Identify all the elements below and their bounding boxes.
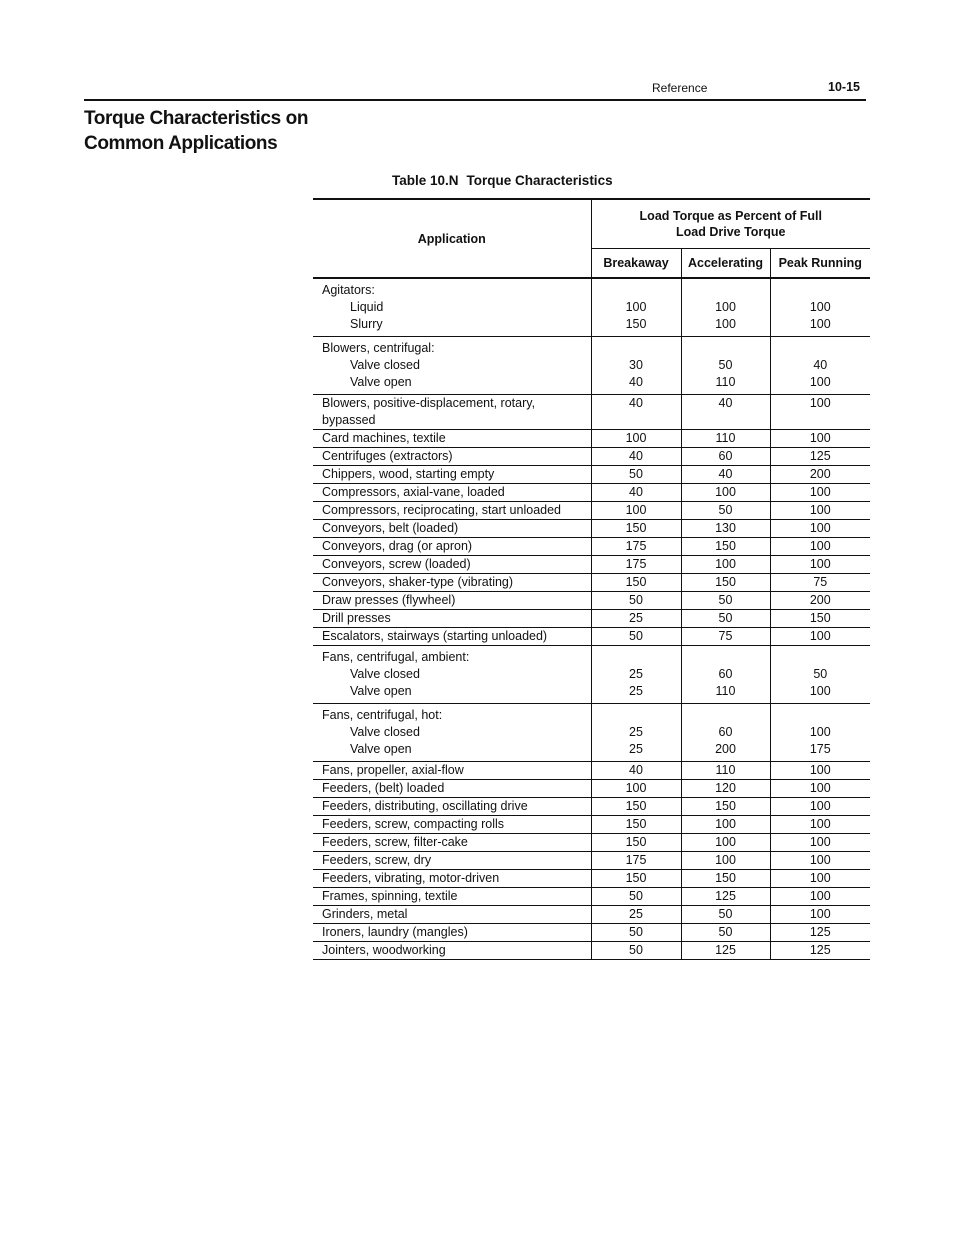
breakaway-value: 50	[591, 924, 681, 942]
application-sub-item: Valve closed	[350, 725, 420, 739]
peak-running-value: 100	[770, 870, 870, 888]
application-group-name: Agitators:	[322, 283, 375, 297]
table-row	[313, 798, 870, 816]
table-row-group	[313, 278, 870, 337]
breakaway-value: 40	[591, 484, 681, 502]
spacer	[682, 340, 770, 357]
peak-running-value: 40	[813, 358, 828, 372]
table-caption-number: Table 10.N	[392, 173, 459, 188]
peak-running-value: 100	[770, 556, 870, 574]
accelerating-value: 40	[681, 466, 770, 484]
accelerating-value: 110	[681, 430, 770, 448]
peak-running-value: 100	[809, 725, 831, 739]
table-row-group	[313, 337, 870, 395]
breakaway-value: 50	[591, 466, 681, 484]
peak-running-value: 200	[770, 592, 870, 610]
table-row	[313, 574, 870, 592]
group-header-line2: Load Drive Torque	[676, 225, 786, 239]
application-name: Blowers, positive-displacement, rotary, bypassed	[313, 395, 591, 430]
accelerating-value: 110	[715, 684, 736, 698]
application-sub-item: Slurry	[350, 317, 383, 331]
spacer	[771, 649, 871, 666]
table-row	[313, 870, 870, 888]
peak-running-value: 100	[770, 888, 870, 906]
spacer	[592, 707, 681, 724]
group-header-line1: Load Torque as Percent of Full	[639, 209, 822, 223]
application-cell	[313, 704, 591, 762]
application-name: Grinders, metal	[313, 906, 591, 924]
table-header	[313, 199, 870, 278]
breakaway-value: 150	[591, 834, 681, 852]
breakaway-value: 150	[591, 870, 681, 888]
column-header-peak-running: Peak Running	[770, 249, 870, 279]
peak-running-cell	[770, 337, 870, 395]
application-name: Conveyors, drag (or apron)	[313, 538, 591, 556]
peak-running-value: 100	[809, 375, 831, 389]
application-name: Frames, spinning, textile	[313, 888, 591, 906]
peak-running-cell	[770, 278, 870, 337]
application-name: Jointers, woodworking	[313, 942, 591, 960]
breakaway-value: 100	[591, 780, 681, 798]
table-row	[313, 816, 870, 834]
spacer	[682, 707, 770, 724]
breakaway-value: 150	[625, 317, 647, 331]
application-name: Feeders, screw, dry	[313, 852, 591, 870]
accelerating-value: 50	[681, 906, 770, 924]
accelerating-value: 100	[681, 834, 770, 852]
breakaway-cell	[591, 704, 681, 762]
application-sub-item: Liquid	[350, 300, 384, 314]
breakaway-value: 150	[591, 798, 681, 816]
peak-running-value: 100	[770, 484, 870, 502]
peak-running-value: 100	[770, 852, 870, 870]
spacer	[771, 340, 871, 357]
breakaway-value: 150	[591, 816, 681, 834]
peak-running-cell	[770, 646, 870, 704]
table-row	[313, 780, 870, 798]
application-name: Escalators, stairways (starting unloaded)	[313, 628, 591, 646]
peak-running-cell	[770, 704, 870, 762]
peak-running-value: 200	[770, 466, 870, 484]
peak-running-value: 100	[770, 520, 870, 538]
peak-running-value: 100	[770, 816, 870, 834]
column-group-header-load-torque	[591, 199, 870, 249]
application-name: Chippers, wood, starting empty	[313, 466, 591, 484]
table-row	[313, 466, 870, 484]
breakaway-cell	[591, 646, 681, 704]
accelerating-value: 50	[718, 358, 733, 372]
application-cell	[313, 646, 591, 704]
accelerating-value: 60	[718, 667, 733, 681]
peak-running-value: 100	[770, 538, 870, 556]
accelerating-value: 50	[681, 502, 770, 520]
spacer	[682, 282, 770, 299]
accelerating-value: 100	[681, 816, 770, 834]
table-row	[313, 888, 870, 906]
column-header-accelerating: Accelerating	[681, 249, 770, 279]
table-row	[313, 628, 870, 646]
breakaway-value: 25	[629, 684, 643, 698]
accelerating-value: 100	[681, 556, 770, 574]
breakaway-value: 25	[591, 906, 681, 924]
application-name: Feeders, (belt) loaded	[313, 780, 591, 798]
peak-running-value: 100	[770, 798, 870, 816]
breakaway-value: 175	[591, 556, 681, 574]
table-caption	[392, 173, 613, 188]
accelerating-value: 100	[681, 484, 770, 502]
section-title-line2: Common Applications	[84, 133, 278, 154]
breakaway-value: 100	[591, 430, 681, 448]
application-sub-item: Valve open	[350, 742, 412, 756]
page-number: 10-15	[828, 80, 860, 94]
accelerating-value: 150	[681, 798, 770, 816]
spacer	[771, 707, 871, 724]
application-name: Fans, propeller, axial-flow	[313, 762, 591, 780]
breakaway-value: 25	[629, 725, 643, 739]
table-row	[313, 762, 870, 780]
breakaway-value: 50	[591, 628, 681, 646]
breakaway-value: 40	[629, 375, 643, 389]
application-name: Draw presses (flywheel)	[313, 592, 591, 610]
breakaway-value: 175	[591, 852, 681, 870]
accelerating-value: 40	[681, 395, 770, 430]
table-row	[313, 556, 870, 574]
accelerating-value: 200	[715, 742, 736, 756]
running-head	[84, 80, 866, 101]
accelerating-value: 100	[681, 852, 770, 870]
peak-running-value: 125	[770, 942, 870, 960]
accelerating-cell	[681, 278, 770, 337]
accelerating-value: 130	[681, 520, 770, 538]
peak-running-value: 100	[770, 502, 870, 520]
application-name: Ironers, laundry (mangles)	[313, 924, 591, 942]
table-row	[313, 538, 870, 556]
peak-running-value: 100	[770, 906, 870, 924]
breakaway-value: 50	[591, 942, 681, 960]
accelerating-value: 50	[681, 592, 770, 610]
peak-running-value: 150	[770, 610, 870, 628]
breakaway-cell	[591, 278, 681, 337]
application-name: Feeders, screw, compacting rolls	[313, 816, 591, 834]
peak-running-value: 175	[809, 742, 831, 756]
accelerating-value: 125	[681, 942, 770, 960]
peak-running-value: 100	[770, 762, 870, 780]
column-header-application: Application	[313, 199, 591, 278]
breakaway-value: 40	[591, 448, 681, 466]
accelerating-value: 150	[681, 574, 770, 592]
application-name: Conveyors, shaker-type (vibrating)	[313, 574, 591, 592]
application-name: Feeders, screw, filter-cake	[313, 834, 591, 852]
table-row	[313, 834, 870, 852]
table-row	[313, 610, 870, 628]
breakaway-value: 150	[591, 574, 681, 592]
peak-running-value: 100	[809, 684, 831, 698]
peak-running-value: 100	[770, 780, 870, 798]
spacer	[771, 282, 871, 299]
application-name: Feeders, distributing, oscillating drive	[313, 798, 591, 816]
accelerating-value: 60	[681, 448, 770, 466]
table-body	[313, 278, 870, 960]
accelerating-value: 150	[681, 538, 770, 556]
peak-running-value: 100	[770, 430, 870, 448]
table-row	[313, 520, 870, 538]
table-row	[313, 430, 870, 448]
accelerating-cell	[681, 337, 770, 395]
breakaway-value: 50	[591, 592, 681, 610]
peak-running-value: 100	[770, 395, 870, 430]
accelerating-value: 100	[715, 300, 736, 314]
table-row-group	[313, 704, 870, 762]
application-name: Card machines, textile	[313, 430, 591, 448]
application-group-name: Fans, centrifugal, ambient:	[322, 650, 470, 664]
peak-running-value: 100	[770, 834, 870, 852]
table-row	[313, 395, 870, 430]
breakaway-value: 100	[625, 300, 647, 314]
peak-running-value: 50	[813, 667, 828, 681]
accelerating-cell	[681, 646, 770, 704]
application-sub-item: Valve closed	[350, 667, 420, 681]
breakaway-value: 175	[591, 538, 681, 556]
torque-table	[313, 198, 870, 960]
spacer	[592, 282, 681, 299]
peak-running-value: 100	[809, 300, 831, 314]
application-cell	[313, 278, 591, 337]
spacer	[592, 649, 681, 666]
application-name: Conveyors, screw (loaded)	[313, 556, 591, 574]
breakaway-cell	[591, 337, 681, 395]
table-row	[313, 924, 870, 942]
running-head-section: Reference	[652, 81, 708, 95]
peak-running-value: 100	[770, 628, 870, 646]
table-row-group	[313, 646, 870, 704]
breakaway-value: 30	[629, 358, 643, 372]
table-row	[313, 502, 870, 520]
application-cell	[313, 337, 591, 395]
accelerating-value: 125	[681, 888, 770, 906]
table-row	[313, 484, 870, 502]
application-sub-item: Valve closed	[350, 358, 420, 372]
section-title	[84, 106, 344, 156]
application-sub-item: Valve open	[350, 684, 412, 698]
breakaway-value: 25	[591, 610, 681, 628]
table-row	[313, 448, 870, 466]
accelerating-value: 110	[681, 762, 770, 780]
accelerating-value: 75	[681, 628, 770, 646]
breakaway-value: 50	[591, 888, 681, 906]
peak-running-value: 125	[770, 448, 870, 466]
breakaway-value: 25	[629, 742, 643, 756]
application-name: Compressors, reciprocating, start unloaded	[313, 502, 591, 520]
peak-running-value: 125	[770, 924, 870, 942]
accelerating-value: 50	[681, 610, 770, 628]
column-header-breakaway: Breakaway	[591, 249, 681, 279]
breakaway-value: 150	[591, 520, 681, 538]
application-sub-item: Valve open	[350, 375, 412, 389]
spacer	[682, 649, 770, 666]
table-caption-title: Torque Characteristics	[466, 173, 613, 188]
application-group-name: Fans, centrifugal, hot:	[322, 708, 443, 722]
accelerating-value: 100	[715, 317, 736, 331]
accelerating-value: 60	[718, 725, 733, 739]
accelerating-value: 50	[681, 924, 770, 942]
application-name: Drill presses	[313, 610, 591, 628]
breakaway-value: 40	[591, 395, 681, 430]
spacer	[592, 340, 681, 357]
accelerating-value: 150	[681, 870, 770, 888]
breakaway-value: 25	[629, 667, 643, 681]
breakaway-value: 100	[591, 502, 681, 520]
table-row	[313, 592, 870, 610]
section-title-line1: Torque Characteristics on	[84, 108, 309, 129]
table-row	[313, 942, 870, 960]
peak-running-value: 75	[770, 574, 870, 592]
table-row	[313, 852, 870, 870]
breakaway-value: 40	[591, 762, 681, 780]
accelerating-cell	[681, 704, 770, 762]
application-name: Compressors, axial-vane, loaded	[313, 484, 591, 502]
application-name: Centrifuges (extractors)	[313, 448, 591, 466]
application-name: Feeders, vibrating, motor-driven	[313, 870, 591, 888]
accelerating-value: 110	[715, 375, 736, 389]
accelerating-value: 120	[681, 780, 770, 798]
application-group-name: Blowers, centrifugal:	[322, 341, 435, 355]
table-row	[313, 906, 870, 924]
application-name: Conveyors, belt (loaded)	[313, 520, 591, 538]
peak-running-value: 100	[809, 317, 831, 331]
